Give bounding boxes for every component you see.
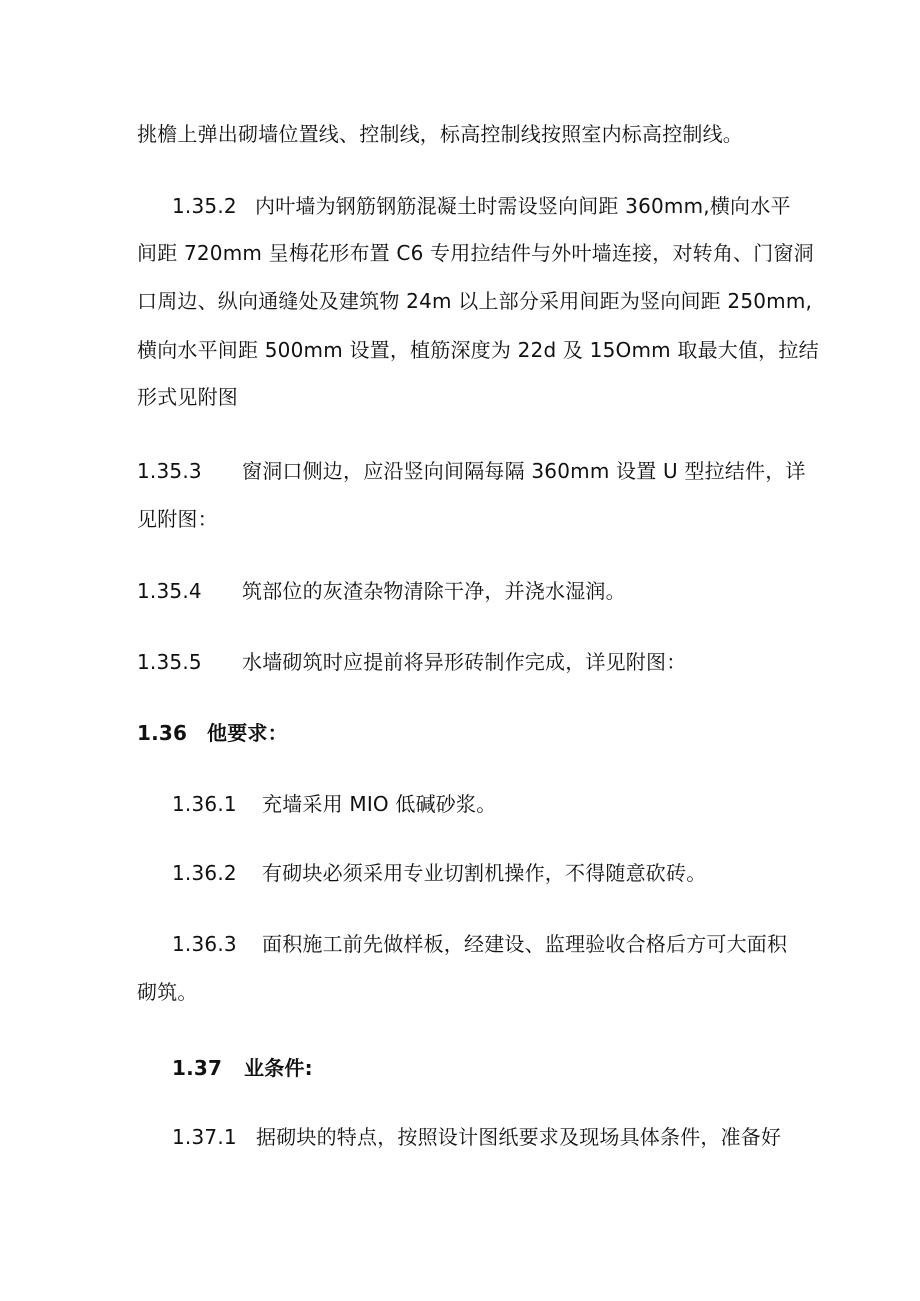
section-heading-text: 他要求： <box>207 721 288 745</box>
section-number: 1.36.1 <box>172 792 237 816</box>
section-number: 1.35.2 <box>172 194 237 218</box>
section-number: 1.35.3 <box>137 459 202 483</box>
paragraph-text: 水墙砌筑时应提前将异形砖制作完成，详见附图： <box>242 650 687 674</box>
paragraph-text: 窗洞口侧边，应沿竖向间隔每隔 360mm 设置 U 型拉结件，详 <box>242 459 806 483</box>
section-number: 1.36.3 <box>172 932 237 956</box>
paragraph-text: 筑部位的灰渣杂物清除干净，并浇水湿润。 <box>242 579 626 603</box>
paragraph-1-35-2-first-line <box>172 194 791 218</box>
paragraph-1-35-4 <box>137 579 626 603</box>
section-number: 1.35.5 <box>137 650 202 674</box>
paragraph-line: 横向水平间距 500mm 设置，植筋深度为 22d 及 15Omm 取最大值，拉结 <box>137 338 819 362</box>
paragraph-text: 面积施工前先做样板，经建设、监理验收合格后方可大面积 <box>262 932 788 956</box>
paragraph-line: 间距 720mm 呈梅花形布置 C6 专用拉结件与外叶墙连接，对转角、门窗洞 <box>137 241 814 265</box>
paragraph-1-36-1 <box>172 792 496 816</box>
section-heading-1-36 <box>137 721 288 745</box>
paragraph-1-36-2 <box>172 861 706 885</box>
section-number: 1.35.4 <box>137 579 202 603</box>
paragraph-1-37-1 <box>172 1125 781 1149</box>
paragraph-line: 口周边、纵向通缝处及建筑物 24m 以上部分采用间距为竖向间距 250mm, <box>137 289 813 313</box>
paragraph-text: 据砌块的特点，按照设计图纸要求及现场具体条件，准备好 <box>256 1125 782 1149</box>
paragraph-1-35-3-first-line <box>137 459 806 483</box>
section-heading-1-37 <box>172 1056 313 1080</box>
section-number: 1.36 <box>137 721 188 745</box>
section-number: 1.37 <box>172 1056 223 1080</box>
section-number: 1.37.1 <box>172 1125 237 1149</box>
paragraph-line: 砌筑。 <box>137 980 198 1004</box>
paragraph-line: 见附图： <box>137 507 218 531</box>
paragraph-line: 形式见附图 <box>137 385 238 409</box>
section-number: 1.36.2 <box>172 861 237 885</box>
paragraph-1-36-3-first-line <box>172 932 787 956</box>
paragraph-text: 内叶墙为钢筋钢筋混凝土时需设竖向间距 360mm,横向水平 <box>255 194 791 218</box>
paragraph-1-35-5 <box>137 650 686 674</box>
section-heading-text: 业条件: <box>244 1056 313 1080</box>
paragraph-text: 充墙采用 MIO 低碱砂浆。 <box>262 792 497 816</box>
paragraph-line: 挑檐上弹出砌墙位置线、控制线，标高控制线按照室内标高控制线。 <box>137 122 743 146</box>
paragraph-text: 有砌块必须采用专业切割机操作，不得随意砍砖。 <box>262 861 707 885</box>
